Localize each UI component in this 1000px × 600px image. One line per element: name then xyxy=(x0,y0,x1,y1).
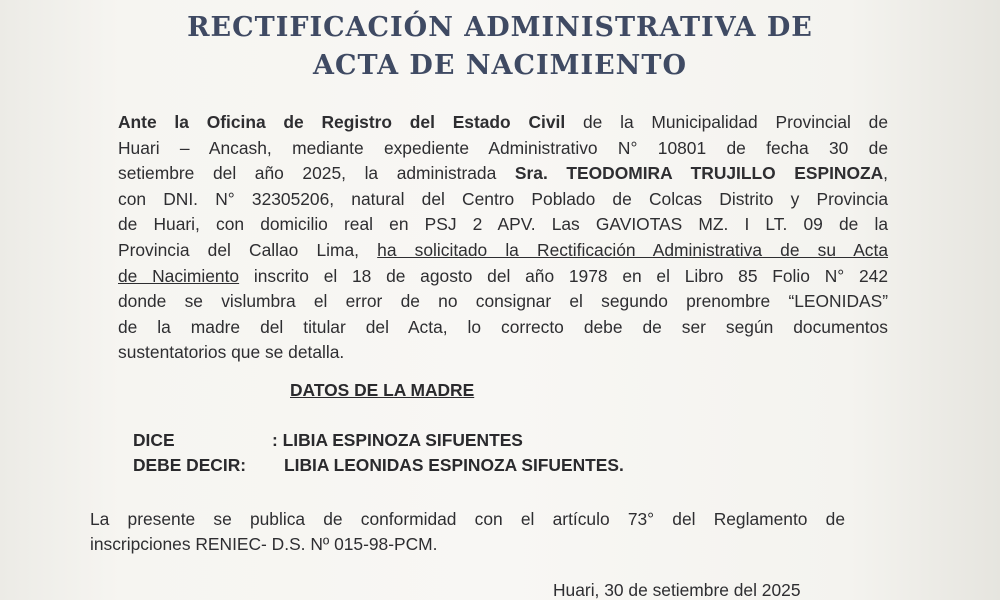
dice-row xyxy=(133,430,523,451)
dice-value: : LIBIA ESPINOZA SIFUENTES xyxy=(272,430,523,450)
body-line-8: donde se vislumbra el error de no consignar el segundo prenombre “LEONIDAS” xyxy=(118,291,888,312)
applicant-name: Sra. TEODOMIRA TRUJILLO ESPINOZA xyxy=(514,163,884,184)
closing-line-2: inscripciones RENIEC- D.S. Nº 015-98-PCM. xyxy=(90,533,438,554)
body-text: , xyxy=(883,163,889,184)
body-line-10: sustentatorios que se detalla. xyxy=(118,342,345,363)
body-line-6 xyxy=(118,238,888,264)
document-title-line-2: ACTA DE NACIMIENTO xyxy=(313,50,687,81)
body-line-5: de Huari, con domicilio real en PSJ 2 APV. Las GAVIOTAS MZ. I LT. 09 de la xyxy=(118,214,888,235)
body-line-7 xyxy=(118,264,888,290)
place-date: Huari, 30 de setiembre del 2025 xyxy=(553,580,801,600)
body-paragraph xyxy=(118,110,888,366)
office-name: Ante la Oficina de Registro del Estado Civil xyxy=(118,112,566,132)
body-text: setiembre del año 2025, la administrada xyxy=(118,163,515,184)
closing-paragraph xyxy=(90,507,845,556)
debe-decir-value: LIBIA LEONIDAS ESPINOZA SIFUENTES. xyxy=(284,455,624,475)
body-line-3 xyxy=(118,161,888,187)
request-statement-end: de Nacimiento xyxy=(118,265,240,286)
debe-decir-label: DEBE DECIR: xyxy=(133,455,247,475)
body-text: inscrito el 18 de agosto del año 1978 en el Libro 85 Folio N° 242 xyxy=(239,265,888,286)
body-line-1 xyxy=(118,110,888,136)
body-line-2: Huari – Ancash, mediante expediente Administrativo N° 10801 de fecha 30 de xyxy=(118,137,888,158)
section-heading: DATOS DE LA MADRE xyxy=(290,380,475,400)
closing-line-1: La presente se publica de conformidad con el artículo 73° del Reglamento de xyxy=(90,509,845,529)
body-text: Provincia del Callao Lima, xyxy=(118,239,378,260)
body-line-9: de la madre del titular del Acta, lo correcto debe de ser según documentos xyxy=(118,316,888,337)
body-text: de la Municipalidad Provincial de xyxy=(565,112,889,132)
dice-label: DICE xyxy=(133,430,175,450)
body-line-4: con DNI. N° 32305206, natural del Centro Poblado de Colcas Distrito y Provincia xyxy=(118,188,888,209)
document-title-line-1: RECTIFICACIÓN ADMINISTRATIVA DE xyxy=(187,12,813,43)
request-statement: ha solicitado la Rectificación Administrativa de su Acta xyxy=(377,239,888,260)
debe-decir-row xyxy=(133,455,624,476)
